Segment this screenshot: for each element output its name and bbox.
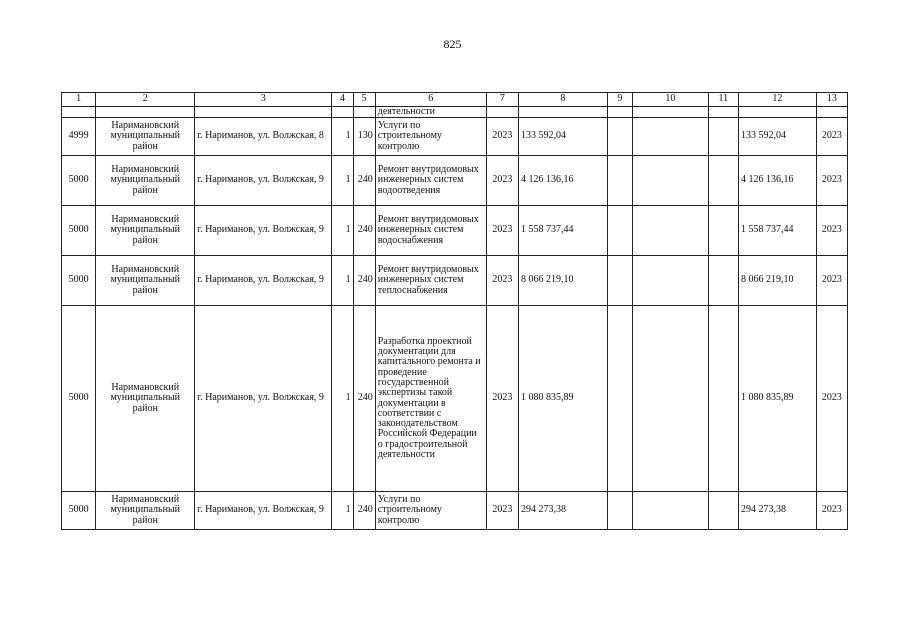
continuation-row [62, 107, 848, 118]
amount-cell: 8 066 219,10 [519, 256, 608, 306]
amount-cell: 133 592,04 [519, 118, 608, 156]
col4-cell: 1 [332, 118, 353, 156]
empty-cell [607, 256, 632, 306]
empty-cell [633, 118, 709, 156]
work-type-cell: Услуги по строительному контролю [375, 118, 486, 156]
end-year-cell: 2023 [816, 256, 847, 306]
empty-cell [708, 256, 738, 306]
year-cell: 2023 [486, 156, 518, 206]
column-header: 5 [353, 93, 375, 107]
table-row [62, 206, 848, 256]
end-year-cell: 2023 [816, 118, 847, 156]
year-cell: 2023 [486, 492, 518, 530]
empty-cell [607, 306, 632, 492]
page-number: 825 [443, 37, 462, 51]
address-cell: г. Нариманов, ул. Волжская, 9 [195, 306, 332, 492]
register-table [61, 92, 848, 530]
empty-cell [708, 156, 738, 206]
record-number-cell: 5000 [62, 492, 96, 530]
col5-cell: 240 [353, 256, 375, 306]
table-row [62, 256, 848, 306]
record-number-cell: 5000 [62, 306, 96, 492]
end-year-cell: 2023 [816, 492, 847, 530]
column-header: 12 [738, 93, 816, 107]
district-cell: Наримановский муниципальный район [96, 206, 195, 256]
empty-cell [708, 206, 738, 256]
empty-cell [633, 306, 709, 492]
year-cell: 2023 [486, 256, 518, 306]
work-type-cell: Ремонт внутридомовых инженерных систем водоотведения [375, 156, 486, 206]
column-header: 3 [195, 93, 332, 107]
address-cell: г. Нариманов, ул. Волжская, 9 [195, 156, 332, 206]
col4-cell: 1 [332, 306, 353, 492]
work-type-cell: Ремонт внутридомовых инженерных систем водоснабжения [375, 206, 486, 256]
amount-cell: 294 273,38 [519, 492, 608, 530]
col5-cell: 240 [353, 156, 375, 206]
empty-cell [633, 492, 709, 530]
total-amount-cell: 8 066 219,10 [738, 256, 816, 306]
year-cell: 2023 [486, 306, 518, 492]
total-amount-cell: 4 126 136,16 [738, 156, 816, 206]
table-row [62, 306, 848, 492]
year-cell: 2023 [486, 118, 518, 156]
column-header: 4 [332, 93, 353, 107]
amount-cell: 1 558 737,44 [519, 206, 608, 256]
empty-cell [607, 492, 632, 530]
record-number-cell: 4999 [62, 118, 96, 156]
col5-cell: 240 [353, 492, 375, 530]
col5-cell: 240 [353, 206, 375, 256]
col4-cell: 1 [332, 256, 353, 306]
col5-cell: 130 [353, 118, 375, 156]
total-amount-cell: 133 592,04 [738, 118, 816, 156]
address-cell: г. Нариманов, ул. Волжская, 9 [195, 256, 332, 306]
empty-cell [633, 206, 709, 256]
district-cell: Наримановский муниципальный район [96, 118, 195, 156]
amount-cell: 1 080 835,89 [519, 306, 608, 492]
end-year-cell: 2023 [816, 206, 847, 256]
end-year-cell: 2023 [816, 306, 847, 492]
total-amount-cell: 1 558 737,44 [738, 206, 816, 256]
column-header: 8 [519, 93, 608, 107]
column-header: 10 [633, 93, 709, 107]
column-header: 2 [96, 93, 195, 107]
column-header: 6 [375, 93, 486, 107]
amount-cell: 4 126 136,16 [519, 156, 608, 206]
column-header-row [62, 93, 848, 107]
col5-cell: 240 [353, 306, 375, 492]
address-cell: г. Нариманов, ул. Волжская, 8 [195, 118, 332, 156]
column-header: 11 [708, 93, 738, 107]
address-cell: г. Нариманов, ул. Волжская, 9 [195, 206, 332, 256]
empty-cell [633, 256, 709, 306]
col4-cell: 1 [332, 492, 353, 530]
work-type-cell: деятельности [375, 107, 486, 118]
empty-cell [607, 206, 632, 256]
record-number-cell: 5000 [62, 156, 96, 206]
year-cell: 2023 [486, 206, 518, 256]
empty-cell [607, 156, 632, 206]
work-type-cell: Разработка проектной документации для капитального ремонта и проведение государственной экспертизы такой документации в соответствии с законодательством Российской Федерации о градостроительной деятельности [375, 306, 486, 492]
empty-cell [607, 118, 632, 156]
empty-cell [633, 156, 709, 206]
col4-cell: 1 [332, 156, 353, 206]
empty-cell [708, 306, 738, 492]
end-year-cell: 2023 [816, 156, 847, 206]
col4-cell: 1 [332, 206, 353, 256]
column-header: 1 [62, 93, 96, 107]
column-header: 9 [607, 93, 632, 107]
district-cell: Наримановский муниципальный район [96, 256, 195, 306]
table-row [62, 492, 848, 530]
column-header: 13 [816, 93, 847, 107]
total-amount-cell: 294 273,38 [738, 492, 816, 530]
table-row [62, 118, 848, 156]
record-number-cell: 5000 [62, 206, 96, 256]
total-amount-cell: 1 080 835,89 [738, 306, 816, 492]
work-type-cell: Ремонт внутридомовых инженерных систем теплоснабжения [375, 256, 486, 306]
district-cell: Наримановский муниципальный район [96, 492, 195, 530]
empty-cell [708, 492, 738, 530]
column-header: 7 [486, 93, 518, 107]
table-row [62, 156, 848, 206]
work-type-cell: Услуги по строительному контролю [375, 492, 486, 530]
record-number-cell: 5000 [62, 256, 96, 306]
address-cell: г. Нариманов, ул. Волжская, 9 [195, 492, 332, 530]
empty-cell [708, 118, 738, 156]
district-cell: Наримановский муниципальный район [96, 156, 195, 206]
district-cell: Наримановский муниципальный район [96, 306, 195, 492]
